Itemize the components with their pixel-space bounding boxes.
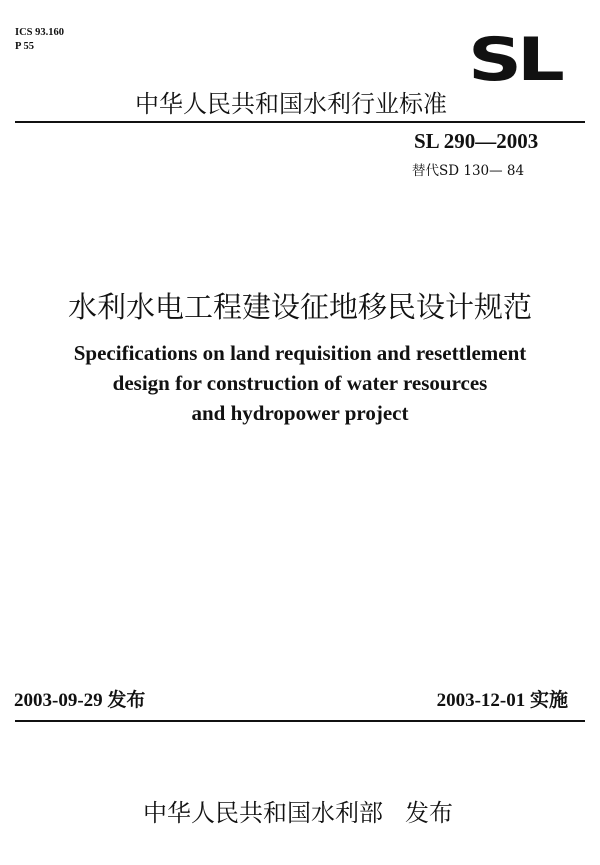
- industry-standard-heading: 中华人民共和国水利行业标准: [135, 90, 447, 118]
- classification-codes: [15, 26, 64, 54]
- effective-date: 2003-12-01 实施: [436, 690, 568, 711]
- ics-code: ICS 93.160: [15, 27, 65, 38]
- title-english-line: Specifications on land requisition and resettlement: [73, 341, 527, 365]
- title-chinese: 水利水电工程建设征地移民设计规范: [67, 290, 532, 324]
- issue-date: 2003-09-29 发布: [14, 690, 146, 711]
- publisher-name: 中华人民共和国水利部: [143, 799, 383, 827]
- title-english: [0, 338, 600, 428]
- top-divider: [15, 121, 585, 123]
- bottom-divider: [15, 720, 585, 722]
- sl-logo: SL: [468, 25, 560, 95]
- publisher: [0, 793, 598, 828]
- replaces-standard: 替代SD 130— 84: [412, 163, 525, 179]
- title-english-line: design for construction of water resources: [112, 371, 488, 395]
- title-english-line: and hydropower project: [191, 401, 409, 425]
- publisher-action: 发布: [405, 799, 453, 827]
- standard-number: SL 290—2003: [414, 129, 539, 153]
- category-code: P 55: [15, 41, 34, 52]
